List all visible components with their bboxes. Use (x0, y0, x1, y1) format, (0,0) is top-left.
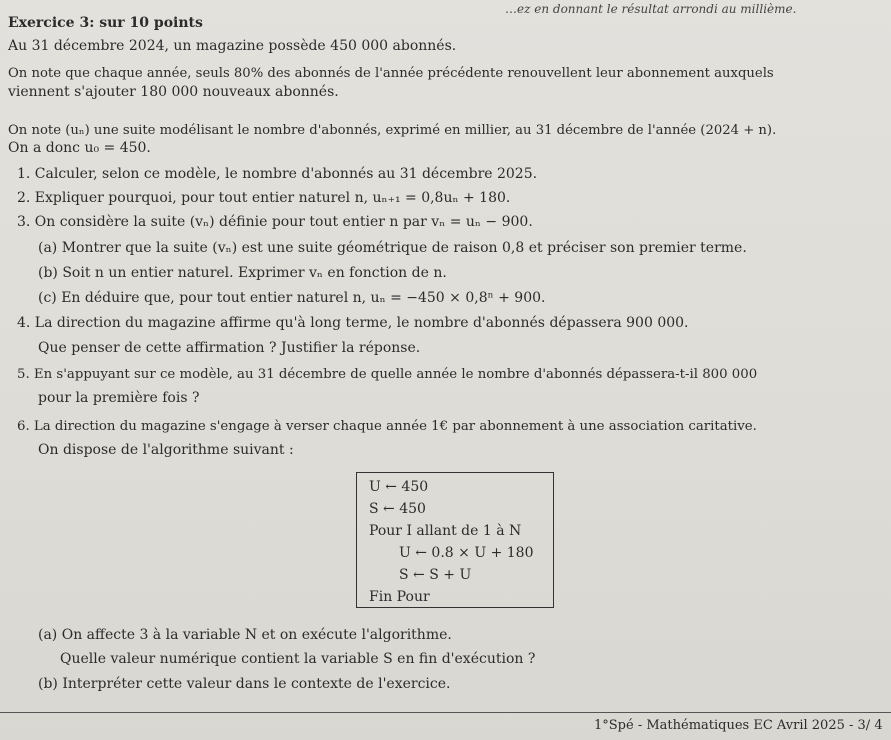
question-3: 3. On considère la suite (vₙ) définie pour tout entier n par vₙ = uₙ − 900. (17, 214, 533, 230)
page-footer: 1°Spé - Mathématiques EC Avril 2025 - 3/ 4 (594, 718, 883, 733)
definition-line-1: On note (uₙ) une suite modélisant le nombre d'abonnés, exprimé en millier, au 31 décembre de l'année (2024 + n). (8, 123, 777, 138)
footer-divider (0, 712, 891, 713)
intro-line-3: viennent s'ajouter 180 000 nouveaux abonnés. (8, 84, 339, 100)
sub-question-a-followup: Quelle valeur numérique contient la variable S en fin d'exécution ? (60, 651, 536, 667)
question-5: 5. En s'appuyant sur ce modèle, au 31 décembre de quelle année le nombre d'abonnés dépassera-t-il 800 000 (17, 367, 758, 382)
question-2: 2. Expliquer pourquoi, pour tout entier naturel n, uₙ₊₁ = 0,8uₙ + 180. (17, 190, 511, 206)
question-4: 4. La direction du magazine affirme qu'à long terme, le nombre d'abonnés dépassera 900 000. (17, 315, 689, 331)
intro-line-1: Au 31 décembre 2024, un magazine possède 450 000 abonnés. (8, 38, 457, 54)
algo-line-3: Pour I allant de 1 à N (369, 523, 522, 539)
algo-line-2: S ← 450 (369, 501, 426, 517)
algo-line-4: U ← 0.8 × U + 180 (399, 545, 534, 561)
intro-line-2: On note que chaque année, seuls 80% des abonnés de l'année précédente renouvellent leur abonnement auxquels (8, 66, 774, 81)
top-note: …ez en donnant le résultat arrondi au millième. (505, 2, 797, 16)
question-3b: (b) Soit n un entier naturel. Exprimer vₙ en fonction de n. (38, 265, 447, 281)
sub-question-a: (a) On affecte 3 à la variable N et on exécute l'algorithme. (38, 627, 452, 643)
sub-question-b: (b) Interpréter cette valeur dans le contexte de l'exercice. (38, 676, 451, 692)
algorithm-box (356, 472, 554, 608)
exercise-title: Exercice 3: sur 10 points (8, 15, 203, 31)
algo-line-6: Fin Pour (369, 589, 430, 605)
algo-line-5: S ← S + U (399, 567, 472, 583)
definition-line-2: On a donc u₀ = 450. (8, 140, 151, 156)
algo-line-1: U ← 450 (369, 479, 429, 495)
question-5-followup: pour la première fois ? (38, 390, 200, 406)
question-1: 1. Calculer, selon ce modèle, le nombre d'abonnés au 31 décembre 2025. (17, 166, 538, 182)
question-3c: (c) En déduire que, pour tout entier naturel n, uₙ = −450 × 0,8ⁿ + 900. (38, 290, 546, 306)
question-6: 6. La direction du magazine s'engage à verser chaque année 1€ par abonnement à une association caritative. (17, 419, 757, 434)
question-6-followup: On dispose de l'algorithme suivant : (38, 442, 294, 458)
question-3a: (a) Montrer que la suite (vₙ) est une suite géométrique de raison 0,8 et préciser son premier terme. (38, 240, 747, 256)
question-4-followup: Que penser de cette affirmation ? Justifier la réponse. (38, 340, 421, 356)
